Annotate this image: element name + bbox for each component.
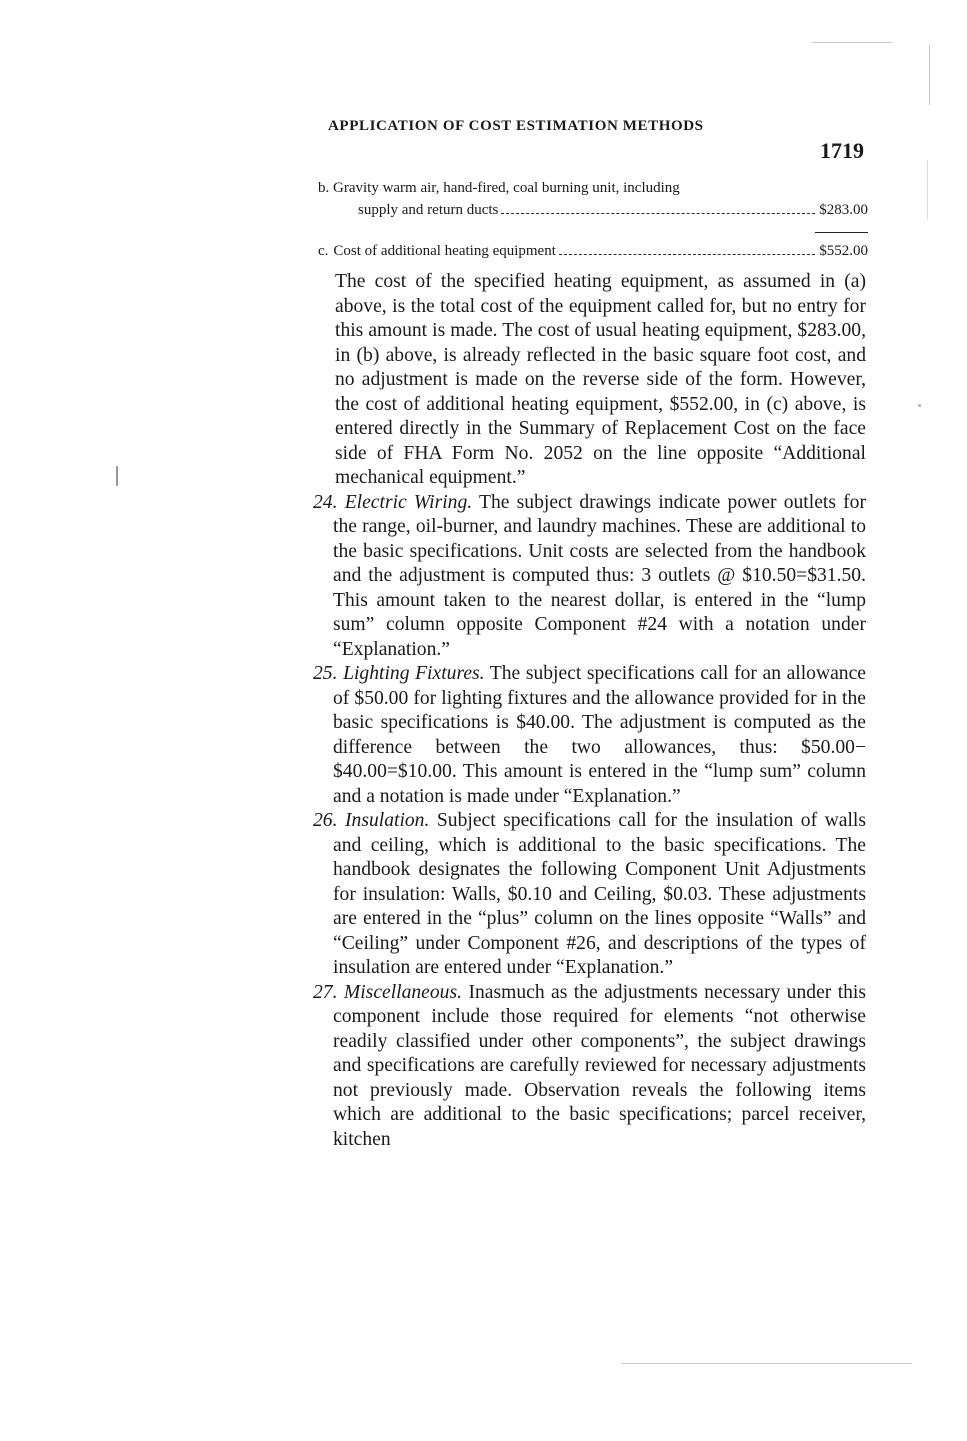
scan-edge-mark [929,45,930,105]
section-text: The subject drawings indicate power outlets for the range, oil-burner, and laundry machines. These are additional to the basic specifications. Unit costs are selected from the handbook and the adjustment is computed thus: 3 outlets @ $10.50=$31.50. This amount taken to the nearest dollar, is entered in the “lump sum” column opposite Component #24 with a notation under “Explanation.” [333,491,866,660]
section-25 [313,662,866,809]
section-title: Miscellaneous. [343,981,463,1003]
section-number: 25. [313,663,338,684]
scan-speck [918,404,921,407]
section-24 [313,491,866,663]
sum-rule [815,232,868,233]
section-title: Lighting Fixtures. [343,663,485,684]
scan-bottom-mark [622,1363,912,1364]
section-26 [313,809,866,981]
item-b-description: Gravity warm air, hand-fired, coal burning unit, including [333,180,680,196]
scan-edge-mark [927,160,928,220]
item-b-description-cont: supply and return ducts [358,202,499,218]
section-number: 27. [313,981,338,1003]
item-b-line-1 [318,180,680,197]
item-b-amount: $283.00 [819,202,868,218]
section-title: Electric Wiring. [344,491,473,513]
item-b-marker: b. [318,180,330,196]
item-b-leader-dots [501,202,815,214]
body-text [313,270,866,1152]
item-c-description: Cost of additional heating equipment [333,243,556,259]
scan-top-mark [812,42,892,43]
item-c-line [318,243,868,260]
section-text: The subject specifications call for an allowance of $50.00 for lighting fixtures and the allowance provided for in the basic specifications is $40.00. The adjustment is computed as the difference between the two allowances, thus: $50.00−$40.00=$10.00. This amount is entered in the “lump sum” column and a notation is made under “Explanation.” [333,663,866,807]
section-27 [313,981,866,1153]
item-c-marker: c. [318,243,329,259]
page-number: 1719 [820,138,864,163]
item-c-leader-dots [559,243,815,255]
section-title: Insulation. [345,810,430,831]
section-number: 24. [313,491,338,513]
section-text: Inasmuch as the adjustments necessary under this component include those required for elements “not otherwise readily classified under other components”, the subject drawings and specifications are carefully reviewed for necessary adjustments not previously made. Observation reveals the following items which are additional to the basic specifications; parcel receiver, kitchen [333,981,867,1150]
section-number: 26. [313,810,338,831]
item-c-amount: $552.00 [819,243,868,259]
section-text: Subject specifications call for the insulation of walls and ceiling, which is additional to the basic specifications. The handbook designates the following Component Unit Adjustments for insulation: Walls, $0.10 and Ceiling, $0.03. These adjustments are entered in the “plus” column on the lines opposite “Walls” and “Ceiling” under Component #26, and descriptions of the types of insulation are entered under “Explanation.” [333,810,866,978]
scan-speck [116,466,118,486]
intro-paragraph: The cost of the specified heating equipment, as assumed in (a) above, is the total cost of the equipment called for, but no entry for this amount is made. The cost of usual heating equipment, $283.00, in (b) above, is already reflected in the basic square foot cost, and no adjustment is made on the reverse side of the form. However, the cost of additional heating equipment, $552.00, in (c) above, is entered directly in the Summary of Replacement Cost on the face side of FHA Form No. 2052 on the line opposite “Additional mechanical equipment.” [335,271,866,488]
item-b-line-2 [358,202,868,219]
running-head: APPLICATION OF COST ESTIMATION METHODS [328,118,704,134]
